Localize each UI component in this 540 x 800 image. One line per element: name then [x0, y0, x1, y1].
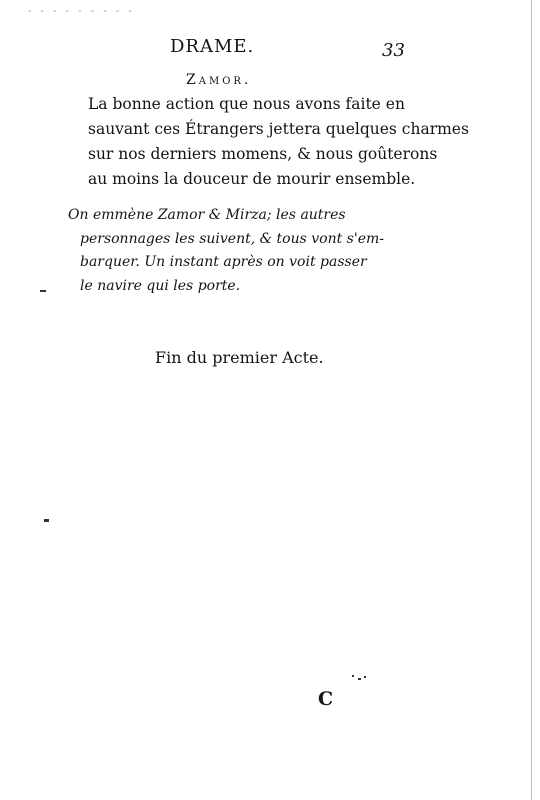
ink-speck — [44, 519, 49, 522]
speech-line: La bonne action que nous avons faite en — [88, 95, 405, 113]
page-number: 33 — [382, 40, 405, 61]
stage-direction — [68, 204, 428, 298]
ink-speck — [40, 290, 46, 292]
end-of-act-heading: Fin du premier Acte. — [155, 348, 324, 367]
ink-speck — [358, 678, 361, 680]
page-edge-line — [531, 0, 532, 800]
ink-speck — [364, 676, 366, 678]
ink-speck — [352, 675, 354, 677]
stage-direction-line: personnages les suivent, & tous vont s'em- — [80, 230, 385, 247]
printer-signature-mark: C — [318, 688, 334, 710]
stage-direction-line: On emmène Zamor & Mirza; les autres — [68, 207, 346, 223]
speaker-name: Zamor. — [186, 72, 252, 88]
running-head: DRAME. — [170, 36, 255, 57]
speech-paragraph — [88, 92, 469, 192]
speech-line: sur nos derniers momens, & nous goûterons — [88, 145, 438, 163]
speech-line: sauvant ces Étrangers jettera quelques charmes — [88, 120, 469, 138]
stage-direction-line: barquer. Un instant après on voit passer — [80, 254, 367, 270]
stage-direction-line: le navire qui les porte. — [80, 277, 241, 294]
speech-line: au moins la douceur de mourir ensemble. — [88, 170, 416, 188]
top-margin-mark: - - - - - - - - - — [28, 6, 135, 17]
